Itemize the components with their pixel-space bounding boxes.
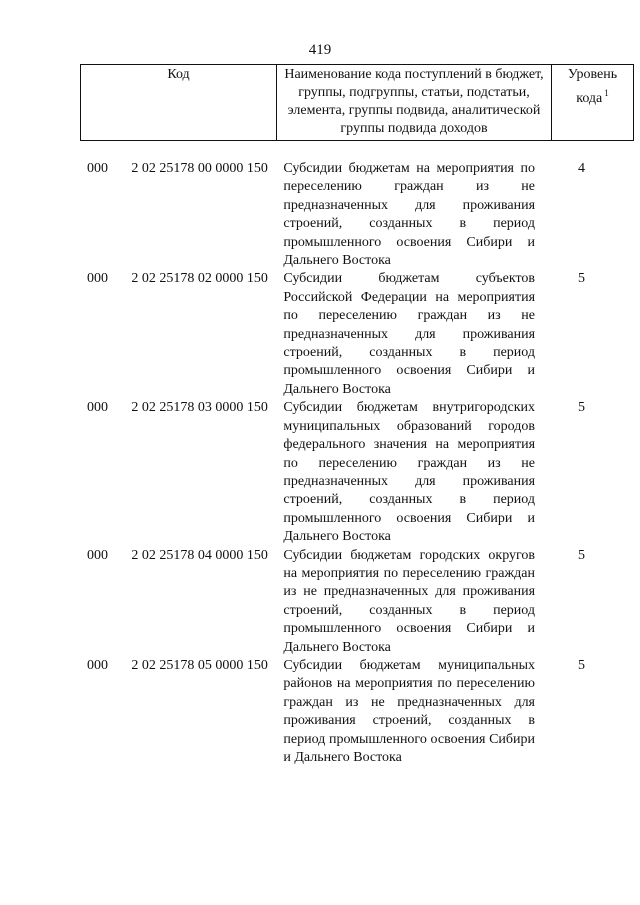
admin-code: 000 xyxy=(87,400,108,416)
table-header xyxy=(80,64,634,141)
code-level: 5 xyxy=(578,657,585,673)
revenue-code: 2 02 25178 05 0000 150 xyxy=(131,657,268,673)
revenue-code: 2 02 25178 02 0000 150 xyxy=(131,271,268,287)
revenue-name: Субсидии бюджетам на мероприятия по переселению граждан из не предназначенных для проживания строений, созданных в период промышленного освоения Сибири и Дальнего Востока xyxy=(283,161,536,269)
table-row xyxy=(80,270,620,399)
table-row xyxy=(80,657,620,767)
revenue-name: Субсидии бюджетам субъектов Российской Федерации на мероприятия по переселению граждан из не предназначенных для проживания строений, созданных в период промышленного освоения Сибири и Дальнего Востока xyxy=(283,271,536,397)
revenue-name: Субсидии бюджетам внутригородских муниципальных образований городов федерального значения на мероприятия по переселению граждан из не предназначенных для проживания строений, созданных в период промышленного освоения Сибири и Дальнего Востока xyxy=(283,400,536,545)
admin-code: 000 xyxy=(87,547,108,563)
header-name: Наименование кода поступлений в бюджет, группы, подгруппы, статьи, подстатьи, элемента, группы подвида, аналитической группы подвида доходов xyxy=(277,65,552,141)
code-level: 4 xyxy=(578,161,585,176)
table-body xyxy=(80,160,620,767)
revenue-code: 2 02 25178 03 0000 150 xyxy=(131,400,268,416)
header-level: Уровень кода xyxy=(567,67,618,106)
table-row xyxy=(80,547,620,657)
header-level-cell xyxy=(552,65,634,141)
revenue-code: 2 02 25178 04 0000 150 xyxy=(131,547,268,563)
table-row xyxy=(80,399,620,546)
revenue-name: Субсидии бюджетам муниципальных районов на мероприятия по переселению граждан из не предназначенных для проживания строений, созданных в период промышленного освоения Сибири и Дальнего Востока xyxy=(283,657,536,765)
footnote-marker: 1 xyxy=(604,88,609,98)
revenue-name: Субсидии бюджетам городских округов на мероприятия по переселению граждан из не предназначенных для проживания строений, созданных в период промышленного освоения Сибири и Дальнего Востока xyxy=(283,547,536,655)
admin-code: 000 xyxy=(87,271,108,287)
code-level: 5 xyxy=(578,547,585,563)
table-row xyxy=(80,160,620,270)
admin-code: 000 xyxy=(87,161,108,176)
revenue-code: 2 02 25178 00 0000 150 xyxy=(131,161,268,176)
code-level: 5 xyxy=(578,271,585,287)
header-code: Код xyxy=(81,65,277,141)
page-number: 419 xyxy=(308,42,332,58)
code-level: 5 xyxy=(578,400,585,416)
admin-code: 000 xyxy=(87,657,108,673)
